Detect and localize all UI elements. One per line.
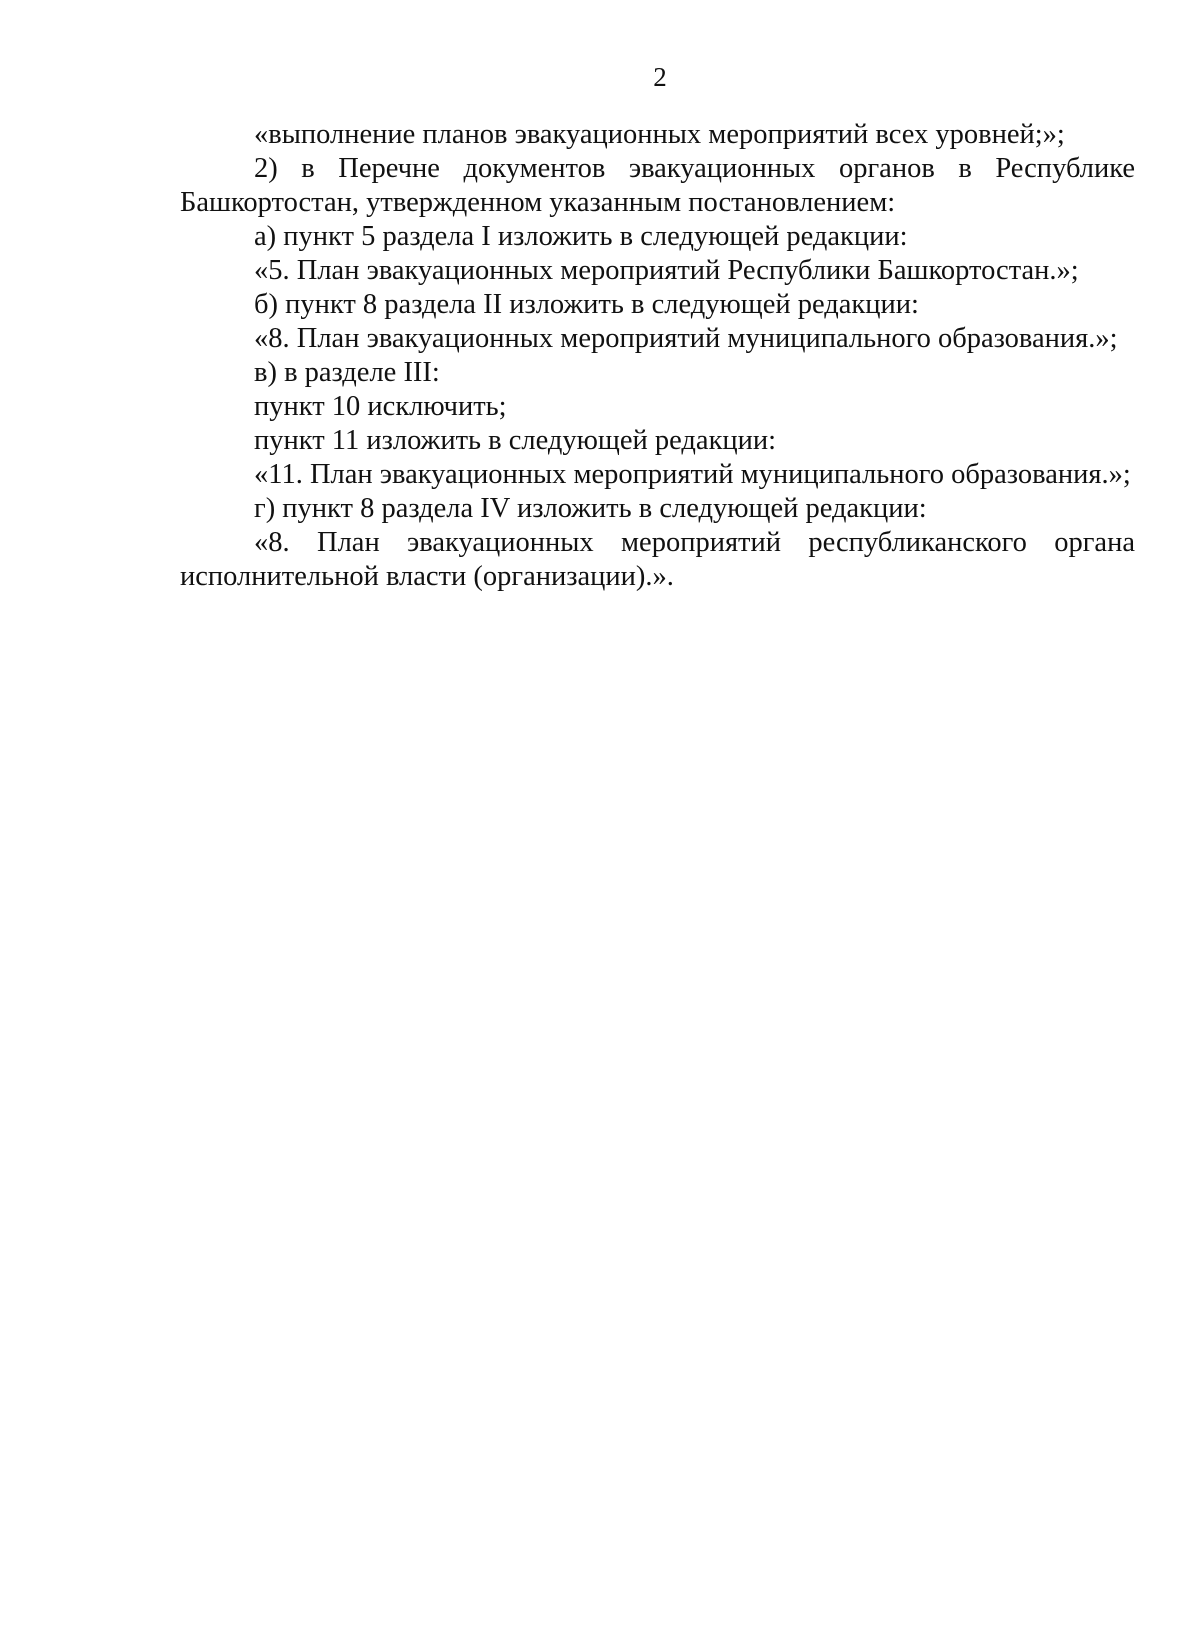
paragraph-item-v: в) в разделе III: [254,357,440,388]
paragraph-item-11: пункт 11 изложить в следующей редакции: [254,425,777,456]
paragraph-item-b: б) пункт 8 раздела II изложить в следующей редакции: [254,289,919,320]
paragraph-item-g: г) пункт 8 раздела IV изложить в следующей редакции: [254,493,927,524]
paragraph-quote-8-municipal: «8. План эвакуационных мероприятий муниципального образования.»; [254,323,1118,354]
paragraph-quote-evacuation-plans: «выполнение планов эвакуационных мероприятий всех уровней;»; [254,119,1065,150]
paragraph-item-2: 2) в Перечне документов эвакуационных органов в Республике Башкортостан, утвержденном указанным постановлением: [180,153,1135,218]
paragraph-item-10: пункт 10 исключить; [254,391,507,422]
paragraph-quote-5: «5. План эвакуационных мероприятий Республики Башкортостан.»; [254,255,1079,286]
page-number: 2 [653,62,667,92]
paragraph-quote-11-municipal: «11. План эвакуационных мероприятий муниципального образования.»; [254,459,1131,490]
paragraph-item-a: а) пункт 5 раздела I изложить в следующей редакции: [254,221,908,252]
paragraph-quote-8-republican: «8. План эвакуационных мероприятий республиканского органа исполнительной власти (организации).». [180,527,1135,592]
document-body [180,118,1135,594]
